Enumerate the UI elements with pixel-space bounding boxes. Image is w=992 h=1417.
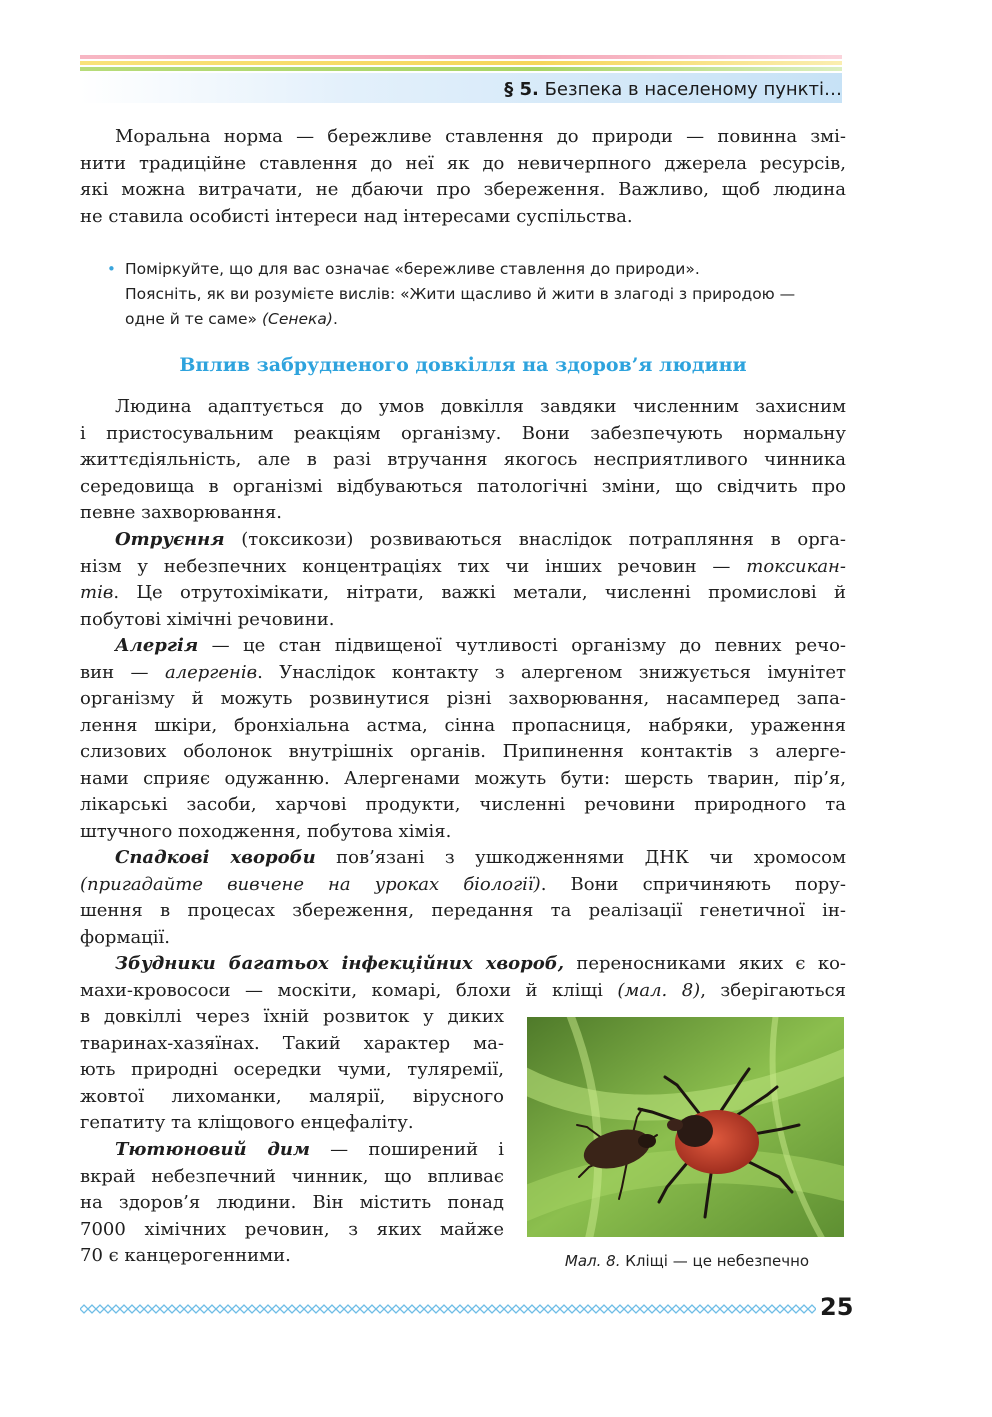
paragraph-pathogens-cont xyxy=(80,1004,504,1137)
header-stripe-pink xyxy=(80,55,842,59)
footer-diamond xyxy=(528,1305,536,1313)
text-line: тваринах-хазяїнах. Такий характер ма- xyxy=(80,1032,504,1054)
text-span: . Унаслідок контакту з алергеном знижується імунітет xyxy=(257,661,846,683)
footer-diamond xyxy=(520,1305,528,1313)
paragraph-poisoning xyxy=(80,527,846,633)
text-line: нити традиційне ставлення до неї як до невичерпного джерела ресурсів, xyxy=(80,152,846,174)
footer-diamond xyxy=(128,1305,136,1313)
text-line xyxy=(80,872,846,899)
footer-diamond xyxy=(648,1305,656,1313)
footer-diamond xyxy=(496,1305,504,1313)
running-header xyxy=(504,79,842,100)
text-line: життєдіяльність, але в разі втручання якогось несприятливого чинника xyxy=(80,449,846,470)
footer-diamond xyxy=(280,1305,288,1313)
text-line: формації. xyxy=(80,926,170,948)
footer-diamond xyxy=(536,1305,544,1313)
footer-diamond xyxy=(288,1305,296,1313)
footer-diamond xyxy=(208,1305,216,1313)
text-line: побутові хімічні речовини. xyxy=(80,608,335,630)
italic-note: (пригадайте вивчене на уроках біології) xyxy=(80,873,541,895)
text-line: ють природні осередки чуми, туляремії, xyxy=(80,1059,504,1080)
footer-diamond xyxy=(608,1305,616,1313)
footer-diamond xyxy=(712,1305,720,1313)
term-tobacco: Тютюновий дим xyxy=(115,1139,311,1160)
footer-diamond xyxy=(768,1305,776,1313)
footer-diamond xyxy=(544,1305,552,1313)
text-line xyxy=(80,951,846,978)
footer-diamond xyxy=(464,1305,472,1313)
text-span: — поширений і xyxy=(310,1139,504,1160)
footer-diamond xyxy=(632,1305,640,1313)
footer-diamond xyxy=(112,1305,120,1313)
text-line: в довкіллі через їхній розвиток у диких xyxy=(80,1006,504,1027)
footer-diamond xyxy=(120,1305,128,1313)
footer-diamond xyxy=(176,1305,184,1313)
section-heading: Вплив забрудненого довкілля на здоров’я людини xyxy=(179,354,747,376)
footer-diamond xyxy=(616,1305,624,1313)
header-stripe-green xyxy=(80,67,842,71)
text-line: гепатиту та кліщового енцефаліту. xyxy=(80,1112,414,1133)
text-line: шення в процесах збереження, передання та реалізації генетичної ін- xyxy=(80,900,846,921)
text-line: вкрай небезпечний чинник, що впливає xyxy=(80,1165,504,1187)
text-span: , зберігаються xyxy=(700,979,847,1001)
footer-diamond xyxy=(320,1305,328,1313)
footer-diamond xyxy=(472,1305,480,1313)
footer-diamond xyxy=(104,1305,112,1313)
text-line: штучного походження, побутова хімія. xyxy=(80,820,452,842)
footer-diamond xyxy=(352,1305,360,1313)
footer-diamond xyxy=(144,1305,152,1313)
footer-diamond xyxy=(688,1305,696,1313)
footer-diamond xyxy=(336,1305,344,1313)
footer-diamond xyxy=(376,1305,384,1313)
footer-diamond xyxy=(344,1305,352,1313)
footer-diamond xyxy=(672,1305,680,1313)
text-line xyxy=(80,554,846,581)
footer-diamond xyxy=(184,1305,192,1313)
footer-diamond xyxy=(792,1305,800,1313)
section-title: Безпека в населеному пункті… xyxy=(544,79,842,100)
footer-diamond xyxy=(664,1305,672,1313)
footer-diamond xyxy=(240,1305,248,1313)
footer-diamond xyxy=(136,1305,144,1313)
footer-wave-border xyxy=(80,1302,816,1316)
text-line: Моральна норма — бережливе ставлення до природи — повинна змі- xyxy=(115,126,846,147)
figure-caption-text: Кліщі — це небезпечно xyxy=(625,1252,810,1270)
footer-diamond xyxy=(680,1305,688,1313)
text-span: переносниками яких є ко- xyxy=(564,953,847,974)
footer-diamond xyxy=(568,1305,576,1313)
footer-diamond xyxy=(360,1305,368,1313)
term-allergy: Алергія xyxy=(115,635,199,656)
paragraph-adaptation xyxy=(80,394,846,527)
text-span: пов’язані з ушкодженнями ДНК чи хромосом xyxy=(315,847,846,868)
text-span: (токсикози) розвиваються внаслідок потрапляння в орга- xyxy=(224,529,846,550)
text-line xyxy=(80,660,846,687)
text-line xyxy=(80,845,846,872)
ticks-illustration xyxy=(527,1017,844,1237)
footer-diamond xyxy=(728,1305,736,1313)
page-number: 25 xyxy=(820,1293,854,1321)
question-end: . xyxy=(332,310,338,328)
footer-diamond xyxy=(304,1305,312,1313)
ticks-photo xyxy=(527,1017,844,1237)
footer-diamond xyxy=(800,1305,808,1313)
footer-diamond xyxy=(720,1305,728,1313)
footer-diamond xyxy=(696,1305,704,1313)
footer-diamond xyxy=(576,1305,584,1313)
footer-diamond xyxy=(216,1305,224,1313)
text-line: і пристосувальним реакціям організму. Вони забезпечують нормальну xyxy=(80,422,846,444)
footer-diamond xyxy=(232,1305,240,1313)
quote-author: (Сенека) xyxy=(261,310,333,328)
footer-diamond xyxy=(744,1305,752,1313)
footer-diamond xyxy=(440,1305,448,1313)
footer-diamond xyxy=(384,1305,392,1313)
term-poisoning: Отруєння xyxy=(115,529,225,550)
question-text: одне й те саме» xyxy=(125,310,258,328)
paragraph-hereditary xyxy=(80,845,846,951)
paragraph-allergy xyxy=(80,633,846,845)
text-line: середовища в організмі відбуваються патологічні зміни, що свідчить про xyxy=(80,475,846,497)
footer-diamond xyxy=(248,1305,256,1313)
text-line xyxy=(80,978,846,1005)
text-line xyxy=(80,1137,504,1164)
text-line: не ставила особисті інтереси над інтересами суспільства. xyxy=(80,205,633,227)
footer-diamond xyxy=(256,1305,264,1313)
footer-diamond xyxy=(600,1305,608,1313)
footer-diamond xyxy=(408,1305,416,1313)
footer-diamond xyxy=(400,1305,408,1313)
footer-diamond xyxy=(272,1305,280,1313)
footer-diamond xyxy=(192,1305,200,1313)
footer-diamond xyxy=(560,1305,568,1313)
text-line: Людина адаптується до умов довкілля завдяки численним захисним xyxy=(115,396,846,417)
footer-diamond xyxy=(168,1305,176,1313)
text-line: 7000 хімічних речовин, з яких майже xyxy=(80,1218,504,1240)
footer-diamond xyxy=(312,1305,320,1313)
figure-reference: (мал. 8) xyxy=(617,979,701,1001)
section-mark: § 5. xyxy=(504,79,539,100)
term-hereditary: Спадкові хвороби xyxy=(115,847,316,868)
text-line xyxy=(80,527,846,554)
footer-diamond xyxy=(624,1305,632,1313)
text-line: слизових оболонок внутрішніх органів. Припинення контактів з алерге- xyxy=(80,741,846,762)
text-span: нізм у небезпечних концентраціях тих чи інших речовин — xyxy=(80,555,747,577)
paragraph-tobacco xyxy=(80,1137,504,1270)
footer-diamond xyxy=(752,1305,760,1313)
footer-diamond xyxy=(392,1305,400,1313)
footer-diamond xyxy=(88,1305,96,1313)
text-line: 70 є канцерогенними. xyxy=(80,1245,291,1266)
footer-diamond xyxy=(656,1305,664,1313)
footer-diamond xyxy=(416,1305,424,1313)
footer-diamond xyxy=(160,1305,168,1313)
question-block xyxy=(107,257,847,332)
text-line: лікарські засоби, харчові продукти, численні речовини природного та xyxy=(80,794,846,815)
italic-term: тів xyxy=(80,582,114,603)
text-span: вин — xyxy=(80,661,165,683)
footer-diamond xyxy=(584,1305,592,1313)
footer-diamond xyxy=(480,1305,488,1313)
term-pathogens: Збудники багатьох інфекційних хвороб, xyxy=(115,953,565,974)
footer-diamond xyxy=(328,1305,336,1313)
footer-diamond xyxy=(488,1305,496,1313)
bullet-icon: • xyxy=(107,260,116,278)
footer-diamond xyxy=(368,1305,376,1313)
footer-diamond xyxy=(80,1305,88,1313)
footer-diamond xyxy=(736,1305,744,1313)
text-span: — це стан підвищеної чутливості організму до певних рeчо- xyxy=(198,635,846,656)
footer-diamond xyxy=(784,1305,792,1313)
figure-caption xyxy=(527,1252,847,1270)
text-span: . Це отрутохімікати, нітрати, важкі метали, численні промислові й xyxy=(113,582,846,603)
text-line xyxy=(80,580,846,607)
footer-diamond xyxy=(512,1305,520,1313)
text-span: махи-кровососи — москіти, комарі, блохи й кліщі xyxy=(80,979,618,1001)
footer-diamond xyxy=(200,1305,208,1313)
text-span: . Вони спричиняють пору- xyxy=(540,873,846,895)
text-line: які можна витрачати, не дбаючи про збереження. Важливо, щоб людина xyxy=(80,179,846,200)
question-line xyxy=(107,307,847,332)
footer-diamond xyxy=(808,1305,816,1313)
footer-diamond xyxy=(776,1305,784,1313)
header-stripe-yellow xyxy=(80,61,842,65)
paragraph-pathogens xyxy=(80,951,846,1004)
text-line: нами сприяє одужанню. Алергенами можуть бути: шерсть тварин, пір’я, xyxy=(80,767,846,789)
footer-diamond xyxy=(760,1305,768,1313)
footer-diamond xyxy=(504,1305,512,1313)
intro-paragraph xyxy=(80,124,846,230)
text-line: певне захворювання. xyxy=(80,502,282,523)
question-line: Поясніть, як ви розумієте вислів: «Жити щасливо й жити в злагоді з природою — xyxy=(125,285,796,303)
footer-diamond xyxy=(704,1305,712,1313)
text-line xyxy=(80,633,846,660)
footer-diamond xyxy=(424,1305,432,1313)
italic-term: токсикан- xyxy=(746,555,846,577)
footer-diamond xyxy=(152,1305,160,1313)
footer-diamond xyxy=(552,1305,560,1313)
text-line: на здоров’я людини. Він містить понад xyxy=(80,1192,504,1213)
footer-diamond xyxy=(456,1305,464,1313)
question-line: Поміркуйте, що для вас означає «бережливе ставлення до природи». xyxy=(125,260,700,278)
footer-diamond xyxy=(296,1305,304,1313)
footer-diamond xyxy=(432,1305,440,1313)
footer-diamond xyxy=(448,1305,456,1313)
footer-diamond xyxy=(96,1305,104,1313)
italic-term: алергенів xyxy=(164,661,258,683)
text-line: організму й можуть розвинутися різні захворювання, насамперед запа- xyxy=(80,688,846,709)
text-line: жовтої лихоманки, малярії, вірусного xyxy=(80,1085,504,1107)
footer-diamond xyxy=(264,1305,272,1313)
footer-diamond xyxy=(224,1305,232,1313)
footer-diamond xyxy=(592,1305,600,1313)
footer-diamond xyxy=(640,1305,648,1313)
figure-label: Мал. 8. xyxy=(564,1252,621,1270)
text-line: лення шкіри, бронхіальна астма, сінна пропасниця, набряки, ураження xyxy=(80,714,846,736)
